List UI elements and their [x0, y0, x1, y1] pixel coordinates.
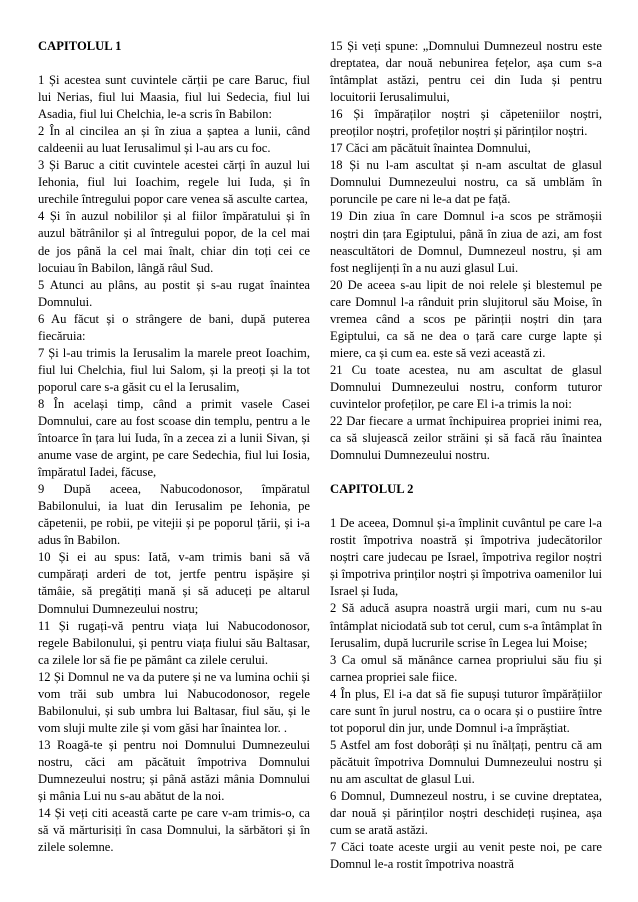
verse-1-8: 8 În același timp, când a primit vasele Casei Domnului, care au fost scoase din templu, pentru a le întoarce în țara lui Iuda, în a zecea zi a lunii Sivan, și anume vase de argint, pe care Sedechia, fiul lui Iosia, împăratul Iadei, făcuse,: [38, 396, 310, 480]
verse-1-3: 3 Și Baruc a citit cuvintele acestei cărți în auzul lui Iehonia, fiul lui Ioachim, regele lui Iuda, și în urechile întregului popor care venea să asculte cartea,: [38, 158, 310, 207]
verse-1-2: 2 În al cincilea an și în ziua a șaptea a lunii, când caldeenii au luat Ierusalimul și l-au ars cu foc.: [38, 124, 310, 156]
verse-1-21: 21 Cu toate acestea, nu am ascultat de glasul Domnului Dumnezeului nostru, conform tuturor cuvintelor profeților, pe care El i-a trimis la noi:: [330, 362, 602, 411]
verse-2-1: 1 De aceea, Domnul și-a împlinit cuvântul pe care l-a rostit împotriva noastră și împotriva judecătorilor noștri care judecau pe Israel, împotriva regilor noștri și împotriva prinților noștri și împotriva oamenilor lui Israel și Iuda,: [330, 516, 602, 599]
verse-1-18: 18 Și nu l-am ascultat și n-am ascultat de glasul Domnului Dumnezeului nostru, ca să umblăm în poruncile pe care ni le-a dat pe față.: [330, 158, 602, 207]
verse-1-17: 17 Căci am păcătuit înaintea Domnului,: [330, 141, 531, 156]
verse-1-7: 7 Și l-au trimis la Ierusalim la marele preot Ioachim, fiul lui Chelchia, fiul lui Salom, și la preoți și la tot poporul care s-a găsit cu el la Ierusalim,: [38, 345, 310, 394]
verse-1-6: 6 Au făcut și o strângere de bani, după puterea fiecăruia:: [38, 311, 310, 343]
verse-1-19: 19 Din ziua în care Domnul i-a scos pe strămoșii noștri din țara Egiptului, până în ziua de azi, am fost neascultători de Domnul, Dumnezeul nostru, și am fost neglijenți în a nu auzi glasul Lui.: [330, 209, 602, 275]
verse-2-5: 5 Astfel am fost doborâți și nu înălțați, pentru că am păcătuit împotriva Domnului Dumnezeului nostru și nu am ascultat de glasul Lui.: [330, 737, 602, 786]
verse-1-12: 12 Și Domnul ne va da putere și ne va lumina ochii și vom trăi sub umbra lui Nabucodonosor, regele Babilonului, și sub umbra lui Baltasar, fiul său, și le vom sluji multe zile și vom găsi har înaintea lor. .: [38, 669, 310, 735]
chapter-2-heading: CAPITOLUL 2: [330, 482, 414, 497]
left-column: [38, 38, 310, 856]
verse-1-1: 1 Și acestea sunt cuvintele cărții pe care Baruc, fiul lui Nerias, fiul lui Maasia, fiul lui Sedecia, fiul lui Asadia, fiul lui Chelchia, le-a scris în Babilon:: [38, 73, 310, 122]
verse-2-6: 6 Domnul, Dumnezeul nostru, i se cuvine dreptatea, dar nouă și părinților noștri deschideți rușinea, așa cum se arată astăzi.: [330, 788, 602, 838]
verse-1-14: 14 Și veți citi această carte pe care v-am trimis-o, ca să vă mărturisiți în casa Domnului, la sărbători și în zilele solemne.: [38, 806, 310, 855]
verse-1-5: 5 Atunci au plâns, au postit și s-au rugat înaintea Domnului.: [38, 277, 310, 309]
verse-1-9: 9 După aceea, Nabucodonosor, împăratul Babilonului, ia luat din Ierusalim pe Iehonia, pe căpetenii, pe robii, pe vitejii și pe poporul țării, și i-a adus în Babilon.: [38, 482, 310, 548]
verse-1-13: 13 Roagă-te și pentru noi Domnului Dumnezeului nostru, căci am păcătuit împotriva Domnului Dumnezeului nostru; și până astăzi mânia Domnului și mânia Lui nu s-au abătut de la noi.: [38, 737, 310, 804]
verse-1-10: 10 Și ei au spus: Iată, v-am trimis bani să vă cumpărați arderi de tot, jertfe pentru ispășire și tămâie, să pregătiți mană și să aduceți pe altarul Domnului Dumnezeului nostru;: [38, 550, 310, 616]
verse-2-2: 2 Să aducă asupra noastră urgii mari, cum nu s-au întâmplat niciodată sub tot cerul, cum s-a întâmplat în Ierusalim, după lucrurile scrise în Legea lui Moise;: [330, 601, 602, 650]
verse-1-4: 4 Și în auzul nobililor și al fiilor împăratului și în auzul bătrânilor și al întregului popor, de la cel mai de jos până la cel mai înalt, chiar din toți cei ce locuiau în Babilon, lângă râul Sud.: [38, 209, 310, 275]
verse-2-4: 4 În plus, El i-a dat să fie supuși tuturor împărățiilor care sunt în jurul nostru, ca o ocara și o pustiire între tot poporul din jur, unde Domnul i-a împrăștiat.: [330, 686, 602, 735]
right-column: [330, 38, 602, 873]
verse-2-7: 7 Căci toate aceste urgii au venit peste noi, pe care Domnul le-a rostit împotriva noastră: [330, 840, 602, 872]
chapter-1-heading: CAPITOLUL 1: [38, 39, 122, 53]
verse-1-15: 15 Și veți spune: „Domnului Dumnezeul nostru este dreptatea, dar nouă nebunirea fețelor, așa cum s-a întâmplat astăzi, pentru cei din Iuda și pentru locuitorii Ierusalimului,: [330, 39, 602, 105]
verse-2-3: 3 Ca omul să mănânce carnea propriului său fiu și carnea propriei sale fiice.: [330, 652, 602, 684]
verse-1-11: 11 Și rugați-vă pentru viața lui Nabucodonosor, regele Babilonului, și pentru viața fiului său Baltasar, ca zilele lor să fie pe pământ ca zilele cerului.: [38, 618, 310, 667]
verse-1-20: 20 De aceea s-au lipit de noi relele și blestemul pe care Domnul l-a rânduit prin slujitorul său Moise, în vremea când a scos pe părinții noștri din țara Egiptului, ca să ne dea o țară care curge lapte și miere, ca și cum ea. este să vezi această zi.: [330, 277, 602, 360]
verse-1-16: 16 Și împăraților noștri și căpeteniilor noștri, preoților noștri, profeților noștri și părinților noștri.: [330, 107, 602, 139]
chapter-gap: [330, 464, 602, 481]
verse-1-22: 22 Dar fiecare a urmat închipuirea propriei inimi rea, ca să slujească zeilor străini și să facă rău înaintea Domnului Dumnezeului nostru.: [330, 414, 602, 463]
